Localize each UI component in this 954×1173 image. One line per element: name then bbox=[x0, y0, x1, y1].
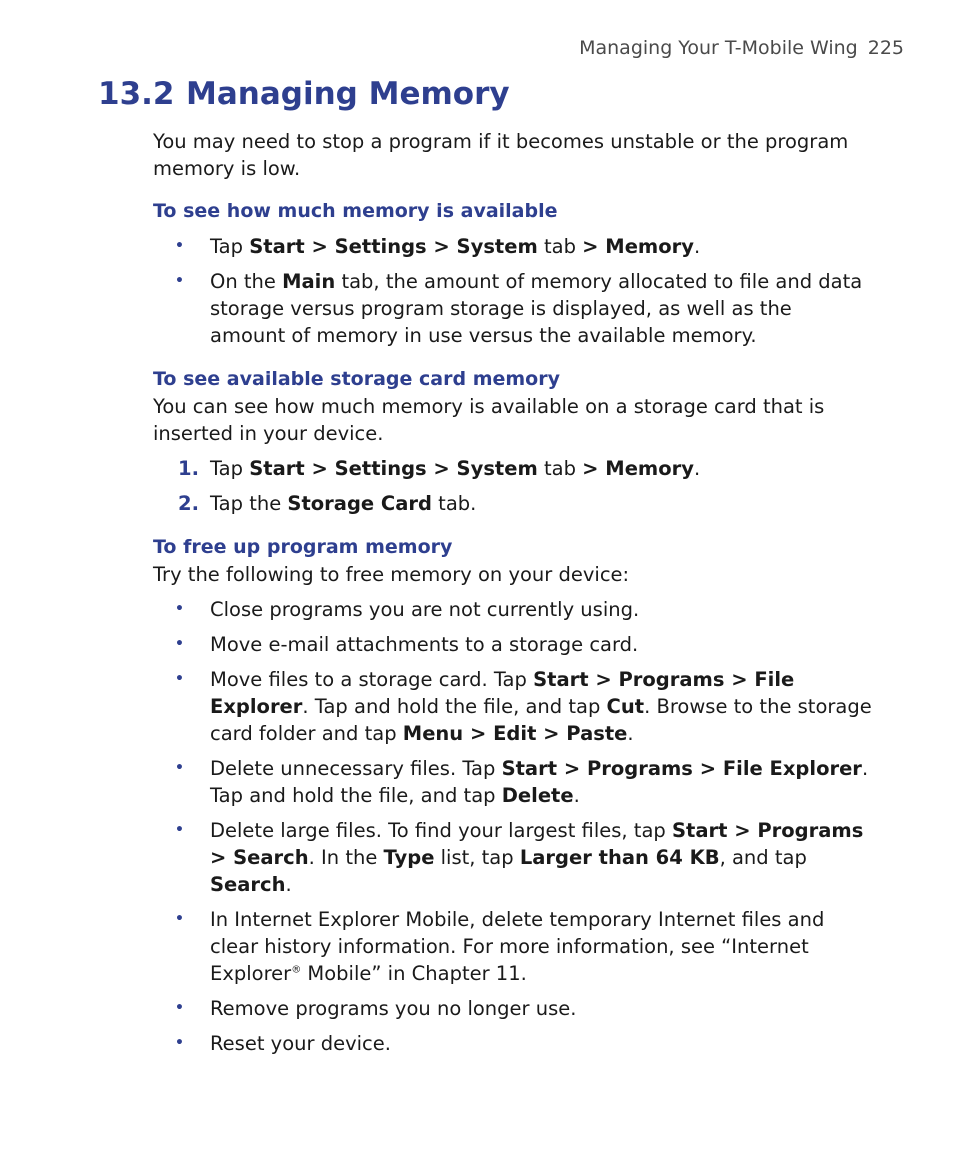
list-item bbox=[153, 490, 873, 517]
text-run: tab. bbox=[431, 492, 477, 515]
ui-term: Search bbox=[210, 873, 286, 896]
ui-term: Main bbox=[282, 270, 336, 293]
list-item bbox=[153, 233, 873, 260]
ui-term: Start > Programs > Search bbox=[210, 819, 864, 869]
text-run: Tap bbox=[210, 235, 250, 258]
ui-term: Storage Card bbox=[287, 492, 432, 515]
text-run: In Internet Explorer Mobile, delete temporary Internet files and clear history information. For more information, see “Internet Explorer bbox=[210, 908, 825, 985]
text-run: list, tap bbox=[434, 846, 520, 869]
text-run: . Browse to the storage card folder and tap bbox=[210, 695, 872, 745]
text-run: Mobile” in Chapter 11. bbox=[301, 962, 527, 985]
bullet-list bbox=[153, 596, 873, 1057]
ui-term: Type bbox=[383, 846, 435, 869]
ui-term: Start > Settings > System bbox=[249, 457, 538, 480]
text-run: . Tap and hold the file, and tap bbox=[302, 695, 607, 718]
bullet-marker: • bbox=[175, 636, 184, 652]
subheading: To see how much memory is available bbox=[153, 200, 558, 222]
intro-paragraph: You may need to stop a program if it becomes unstable or the program memory is low. bbox=[153, 130, 849, 180]
bullet-marker: • bbox=[175, 671, 184, 687]
ui-term: > Memory bbox=[582, 457, 694, 480]
text-run: . Tap and hold the file, and tap bbox=[210, 757, 869, 807]
section-storage-card-memory bbox=[153, 366, 873, 517]
text-run: . bbox=[285, 873, 292, 896]
text-run: Delete large files. To find your largest files, tap bbox=[210, 819, 672, 842]
section-title-text: Managing Memory bbox=[186, 76, 510, 112]
bullet-marker: • bbox=[175, 911, 184, 927]
section-title bbox=[98, 76, 510, 112]
bullet-list bbox=[153, 233, 873, 349]
text-run: tab bbox=[537, 235, 583, 258]
list-item bbox=[153, 906, 873, 987]
section-memory-available bbox=[153, 198, 873, 349]
section-text: You can see how much memory is available on a storage card that is inserted in your device. bbox=[153, 395, 825, 445]
ui-term: Start > Programs > File Explorer bbox=[210, 668, 795, 718]
chapter-title: Managing Your T-Mobile Wing bbox=[579, 37, 858, 59]
list-item bbox=[153, 1030, 873, 1057]
list-item bbox=[153, 268, 873, 349]
text-run: Remove programs you no longer use. bbox=[210, 997, 577, 1020]
step-number: 2. bbox=[178, 492, 199, 515]
text-run: . In the bbox=[308, 846, 384, 869]
text-run: . bbox=[693, 457, 701, 480]
ui-term: Start > Programs > File Explorer bbox=[501, 757, 862, 780]
section-text: Try the following to free memory on your device: bbox=[153, 563, 630, 586]
text-run: Tap the bbox=[210, 492, 288, 515]
text-run: Tap bbox=[210, 457, 250, 480]
list-item bbox=[153, 755, 873, 809]
subheading: To free up program memory bbox=[153, 536, 453, 558]
ui-term: > Memory bbox=[582, 235, 694, 258]
text-run: tab bbox=[537, 457, 583, 480]
list-item bbox=[153, 666, 873, 747]
bullet-marker: • bbox=[175, 760, 184, 776]
bullet-marker: • bbox=[175, 273, 184, 289]
bullet-marker: • bbox=[175, 601, 184, 617]
text-run: Move e-mail attachments to a storage card. bbox=[210, 633, 639, 656]
ui-term: Menu > Edit > Paste bbox=[402, 722, 628, 745]
ui-term: Start > Settings > System bbox=[249, 235, 538, 258]
list-item bbox=[153, 631, 873, 658]
list-item bbox=[153, 455, 873, 482]
list-item bbox=[153, 817, 873, 898]
numbered-list bbox=[153, 455, 873, 517]
text-run: . bbox=[693, 235, 701, 258]
ui-term: Cut bbox=[606, 695, 645, 718]
section-number: 13.2 bbox=[98, 76, 175, 112]
list-item bbox=[153, 995, 873, 1022]
text-run: , and tap bbox=[719, 846, 807, 869]
page-body bbox=[153, 128, 873, 1074]
text-run: . bbox=[573, 784, 580, 807]
text-run: Close programs you are not currently using. bbox=[210, 598, 640, 621]
text-run: Reset your device. bbox=[210, 1032, 391, 1055]
bullet-marker: • bbox=[175, 1000, 184, 1016]
text-run: Delete unnecessary files. Tap bbox=[210, 757, 502, 780]
page-number: 225 bbox=[867, 37, 904, 59]
running-header bbox=[579, 37, 904, 59]
ui-term: Delete bbox=[501, 784, 574, 807]
bullet-marker: • bbox=[175, 238, 184, 254]
registered-mark: ® bbox=[291, 964, 302, 976]
ui-term: Larger than 64 KB bbox=[519, 846, 720, 869]
text-run: . bbox=[627, 722, 634, 745]
step-number: 1. bbox=[178, 457, 199, 480]
list-item bbox=[153, 596, 873, 623]
text-run: Move files to a storage card. Tap bbox=[210, 668, 534, 691]
section-free-program-memory bbox=[153, 534, 873, 1057]
bullet-marker: • bbox=[175, 822, 184, 838]
text-run: On the bbox=[210, 270, 283, 293]
text-run: tab, the amount of memory allocated to file and data storage versus program storage is displayed, as well as the amount of memory in use versus the available memory. bbox=[210, 270, 863, 347]
subheading: To see available storage card memory bbox=[153, 368, 560, 390]
bullet-marker: • bbox=[175, 1035, 184, 1051]
